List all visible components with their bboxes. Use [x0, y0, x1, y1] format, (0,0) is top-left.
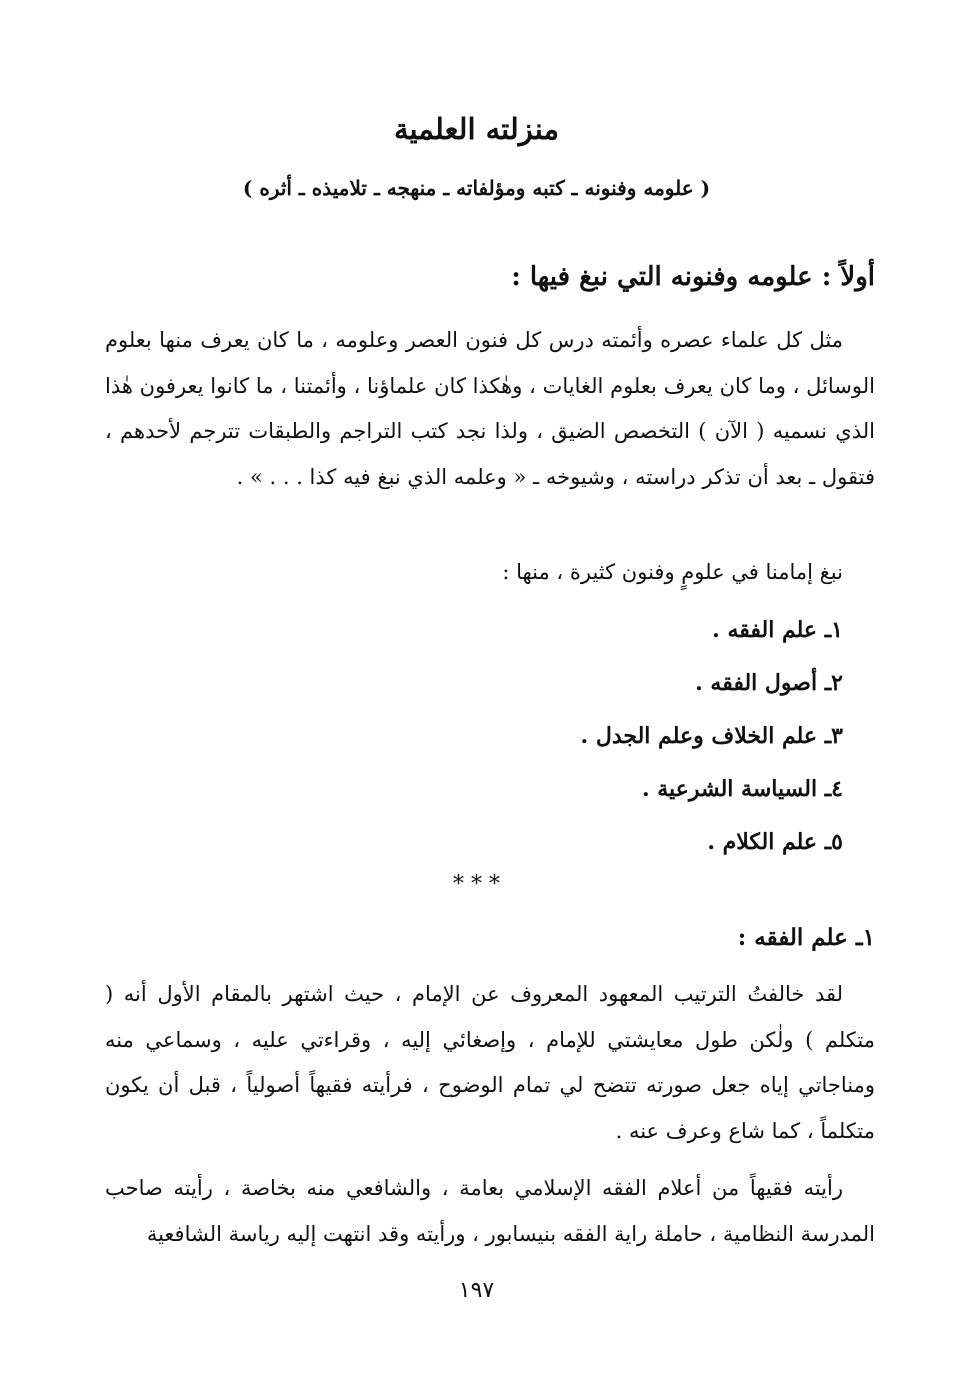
sciences-list: [581, 612, 843, 877]
page-subtitle: ( علومه وفنونه ـ كتبه ومؤلفاته ـ منهجه ـ تلاميذه ـ أثره ): [242, 176, 711, 200]
page-number: ١٩٧: [458, 1278, 495, 1303]
list-item: ٢ـ أصول الفقه .: [695, 670, 843, 696]
page-title: منزلته العلمية: [393, 112, 560, 146]
section-separator: * * *: [453, 872, 500, 897]
fiqh-paragraph-2: رأيته فقيهاً من أعلام الفقه الإسلامي بعامة ، والشافعي منه بخاصة ، رأيته صاحب المدرسة النظامية ، حاملة راية الفقه بنيسابور ، ورأيته وقد انتهت إليه رياسة الشافعية: [105, 1176, 875, 1246]
section-heading: أولاً : علومه وفنونه التي نبغ فيها :: [511, 262, 875, 292]
list-item: ٥ـ علم الكلام .: [707, 829, 843, 855]
fiqh-paragraph-1: لقد خالفتُ الترتيب المعهود المعروف عن الإمام ، حيث اشتهر بالمقام الأول أنه ( متكلم ) ولٰكن طول معايشتي للإمام ، وإصغائي إليه ، وقراءتي عليه ، وسماعي منه ومناجاتي إياه جعل صورته تتضح لي تمام الوضوح ، فرأيته فقيهاً أصولياً ، قبل أن يكون متكلماً ، كما شاع وعرف عنه .: [105, 982, 875, 1143]
list-item: ١ـ علم الفقه .: [712, 617, 843, 643]
fiqh-heading: ١ـ علم الفقه :: [737, 924, 875, 951]
list-item: ٣ـ علم الخلاف وعلم الجدل .: [580, 723, 843, 749]
list-item: ٤ـ السياسة الشرعية .: [641, 776, 843, 802]
list-intro: نبغ إمامنا في علومٍ وفنون كثيرة ، منها :: [502, 560, 843, 584]
section-paragraph: مثل كل علماء عصره وأئمته درس كل فنون العصر وعلومه ، ما كان يعرف منها بعلوم الوسائل ، وما كان يعرف بعلوم الغايات ، وهٰكذا كان علماؤنا ، وأئمتنا ، ما كانوا يعرفون هٰذا الذي نسميه ( الآن ) التخصص الضيق ، ولذا نجد كتب التراجم والطبقات تترجم لأحدهم ، فتقول ـ بعد أن تذكر دراسته ، وشيوخه ـ « وعلمه الذي نبغ فيه كذا . . . » .: [105, 328, 875, 489]
